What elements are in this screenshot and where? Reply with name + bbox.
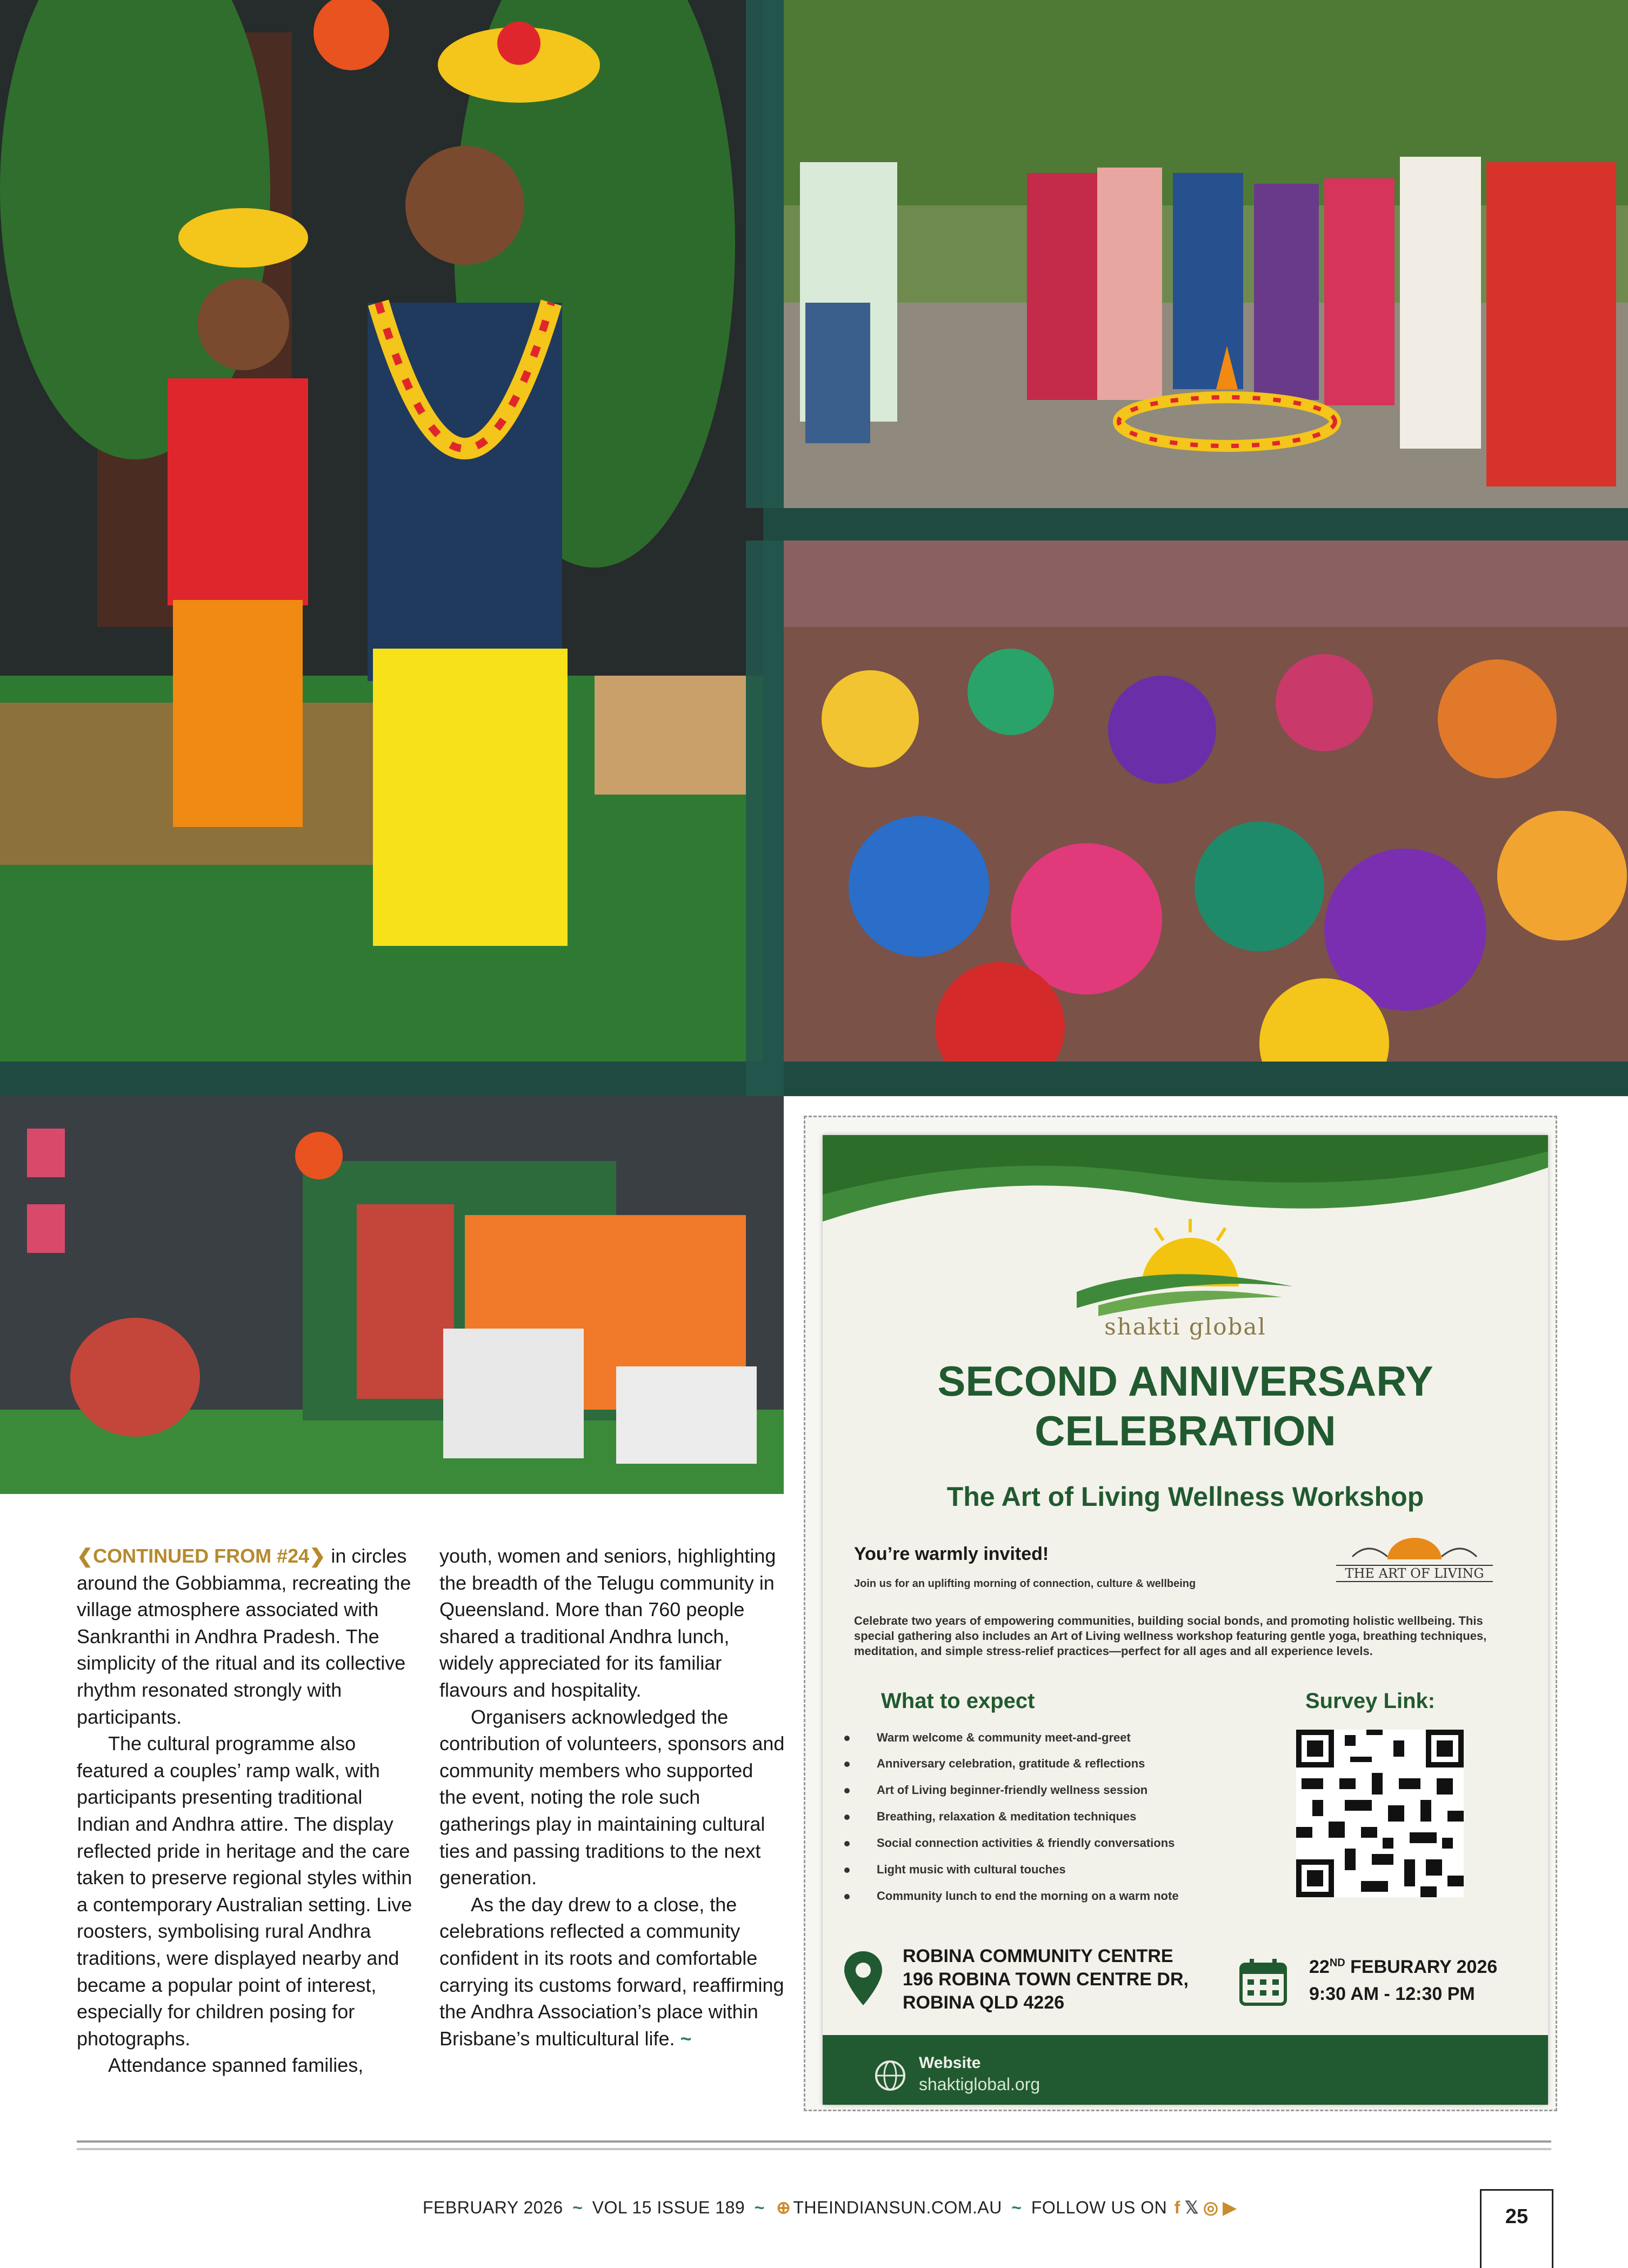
separator: ~ (1011, 2198, 1022, 2217)
globe-icon (874, 2059, 906, 2092)
expect-item: Warm welcome & community meet-and-greet (844, 1731, 1131, 1745)
site-url[interactable]: THEINDIANSUN.COM.AU (793, 2198, 1002, 2217)
youtube-icon[interactable]: ▶ (1223, 2198, 1237, 2217)
expect-item: Art of Living beginner-friendly wellness session (844, 1783, 1147, 1797)
expect-item: Social connection activities & friendly conversations (844, 1836, 1175, 1850)
flyer-title-line1: SECOND ANNIVERSARY (937, 1357, 1433, 1405)
teal-frame-accent (746, 541, 784, 1096)
flyer-brand: shakti global (1104, 1313, 1266, 1340)
event-time: 9:30 AM - 12:30 PM (1309, 1984, 1475, 2004)
issue-volume: VOL 15 ISSUE 189 (592, 2198, 745, 2217)
instagram-icon[interactable]: ◎ (1203, 2198, 1219, 2217)
photo-women-dancing (784, 541, 1628, 1062)
event-date: 22ND FEBURARY 2026 (1309, 1957, 1498, 1977)
expect-item: Light music with cultural touches (844, 1863, 1066, 1877)
footer-rule (77, 2148, 1551, 2150)
venue-line-1: ROBINA COMMUNITY CENTRE (903, 1946, 1173, 1966)
photo-children-costumes (0, 0, 763, 1062)
photo-sankranthi-display (0, 1096, 784, 1494)
teal-frame-accent (746, 0, 784, 508)
article-text: The cultural programme also featured a couples’ ramp walk, with participants presenting traditional Indian and Andhra attire. The display reflected pride in heritage and the care taken to preserve regional styles within a contemporary Australian setting. Live roosters, symbolising rural Andhra traditions, were displayed nearby and became a popular point of interest, especially for children posing for photographs. (77, 1732, 412, 2050)
photo-bonfire-ritual (784, 0, 1628, 508)
expect-item: Breathing, relaxation & meditation techniques (844, 1810, 1136, 1824)
article-text: Attendance spanned families, (108, 2054, 364, 2077)
article-text: As the day drew to a close, the celebrations reflected a community confident in its roots and comfortable carrying its customs forward, reaffirming the Andhra Association’s place within Brisbane’s multicultural life. (439, 1893, 784, 2050)
art-of-living-text: THE ART OF LIVING (1336, 1565, 1493, 1582)
qr-code[interactable] (1296, 1730, 1464, 1897)
photo-divider-middle (763, 508, 1628, 541)
article-column-2 (439, 1543, 785, 2052)
photo-divider-horizontal (0, 1062, 1628, 1096)
x-icon[interactable]: 𝕏 (1184, 2198, 1199, 2217)
article-column-1 (77, 1543, 417, 2079)
venue-line-2: 196 ROBINA TOWN CENTRE DR, (903, 1969, 1189, 1990)
article-text: youth, women and seniors, highlighting the breadth of the Telugu community in Queensland. More than 760 people shared a traditional Andhra lunch, widely appreciated for its familiar flavours and hospitality. (439, 1545, 776, 1701)
separator: ~ (572, 2198, 583, 2217)
flyer-description: Celebrate two years of empowering communities, building social bonds, and promoting holistic wellbeing. This special gathering also includes an Art of Living wellness workshop featuring gentle yoga, breathing techniques, meditation, and simple stress-relief practices—perfect for all ages and all experience levels. (854, 1614, 1487, 1658)
shakti-sun-logo (1077, 1216, 1293, 1324)
end-mark: ~ (680, 2027, 692, 2050)
follow-label: FOLLOW US ON (1031, 2198, 1167, 2217)
facebook-icon[interactable]: f (1174, 2198, 1180, 2217)
article-text: in circles around the Gobbiamma, recreating the village atmosphere associated with Sankranthi in Andhra Pradesh. The simplicity of the ritual and its collective rhythm resonated strongly with participants. (77, 1545, 411, 1728)
location-pin-icon (844, 1951, 882, 2005)
survey-heading: Survey Link: (1305, 1689, 1436, 1713)
page-number: 25 (1505, 2205, 1529, 2228)
art-of-living-logo (1336, 1535, 1493, 1582)
expect-item: Anniversary celebration, gratitude & reflections (844, 1757, 1145, 1771)
venue-line-3: ROBINA QLD 4226 (903, 1992, 1065, 2013)
continued-from-label: ❮CONTINUED FROM #24❯ (77, 1545, 326, 1567)
flyer-title-line2: CELEBRATION (1035, 1407, 1336, 1455)
expect-item: Community lunch to end the morning on a warm note (844, 1889, 1179, 1903)
what-to-expect-heading: What to expect (881, 1689, 1035, 1713)
flyer-join: Join us for an uplifting morning of connection, culture & wellbeing (854, 1578, 1196, 1590)
issue-date: FEBRUARY 2026 (423, 2198, 563, 2217)
flyer-subtitle: The Art of Living Wellness Workshop (946, 1482, 1424, 1512)
article-text: Organisers acknowledged the contribution of volunteers, sponsors and community members who supported the event, noting the role such gatherings play in maintaining cultural ties and passing traditions to the next generation. (439, 1705, 785, 1889)
globe-icon: ⊕ (776, 2198, 791, 2217)
flyer-invited: You’re warmly invited! (854, 1544, 1049, 1564)
website-label: Website (919, 2054, 981, 2072)
page-number-box (1480, 2189, 1553, 2268)
footer-rule (77, 2140, 1551, 2143)
website-url[interactable]: shaktiglobal.org (919, 2074, 1040, 2094)
event-flyer (823, 1135, 1548, 2105)
calendar-icon (1239, 1958, 1287, 2006)
separator: ~ (754, 2198, 765, 2217)
footer-line (423, 2197, 1239, 2218)
